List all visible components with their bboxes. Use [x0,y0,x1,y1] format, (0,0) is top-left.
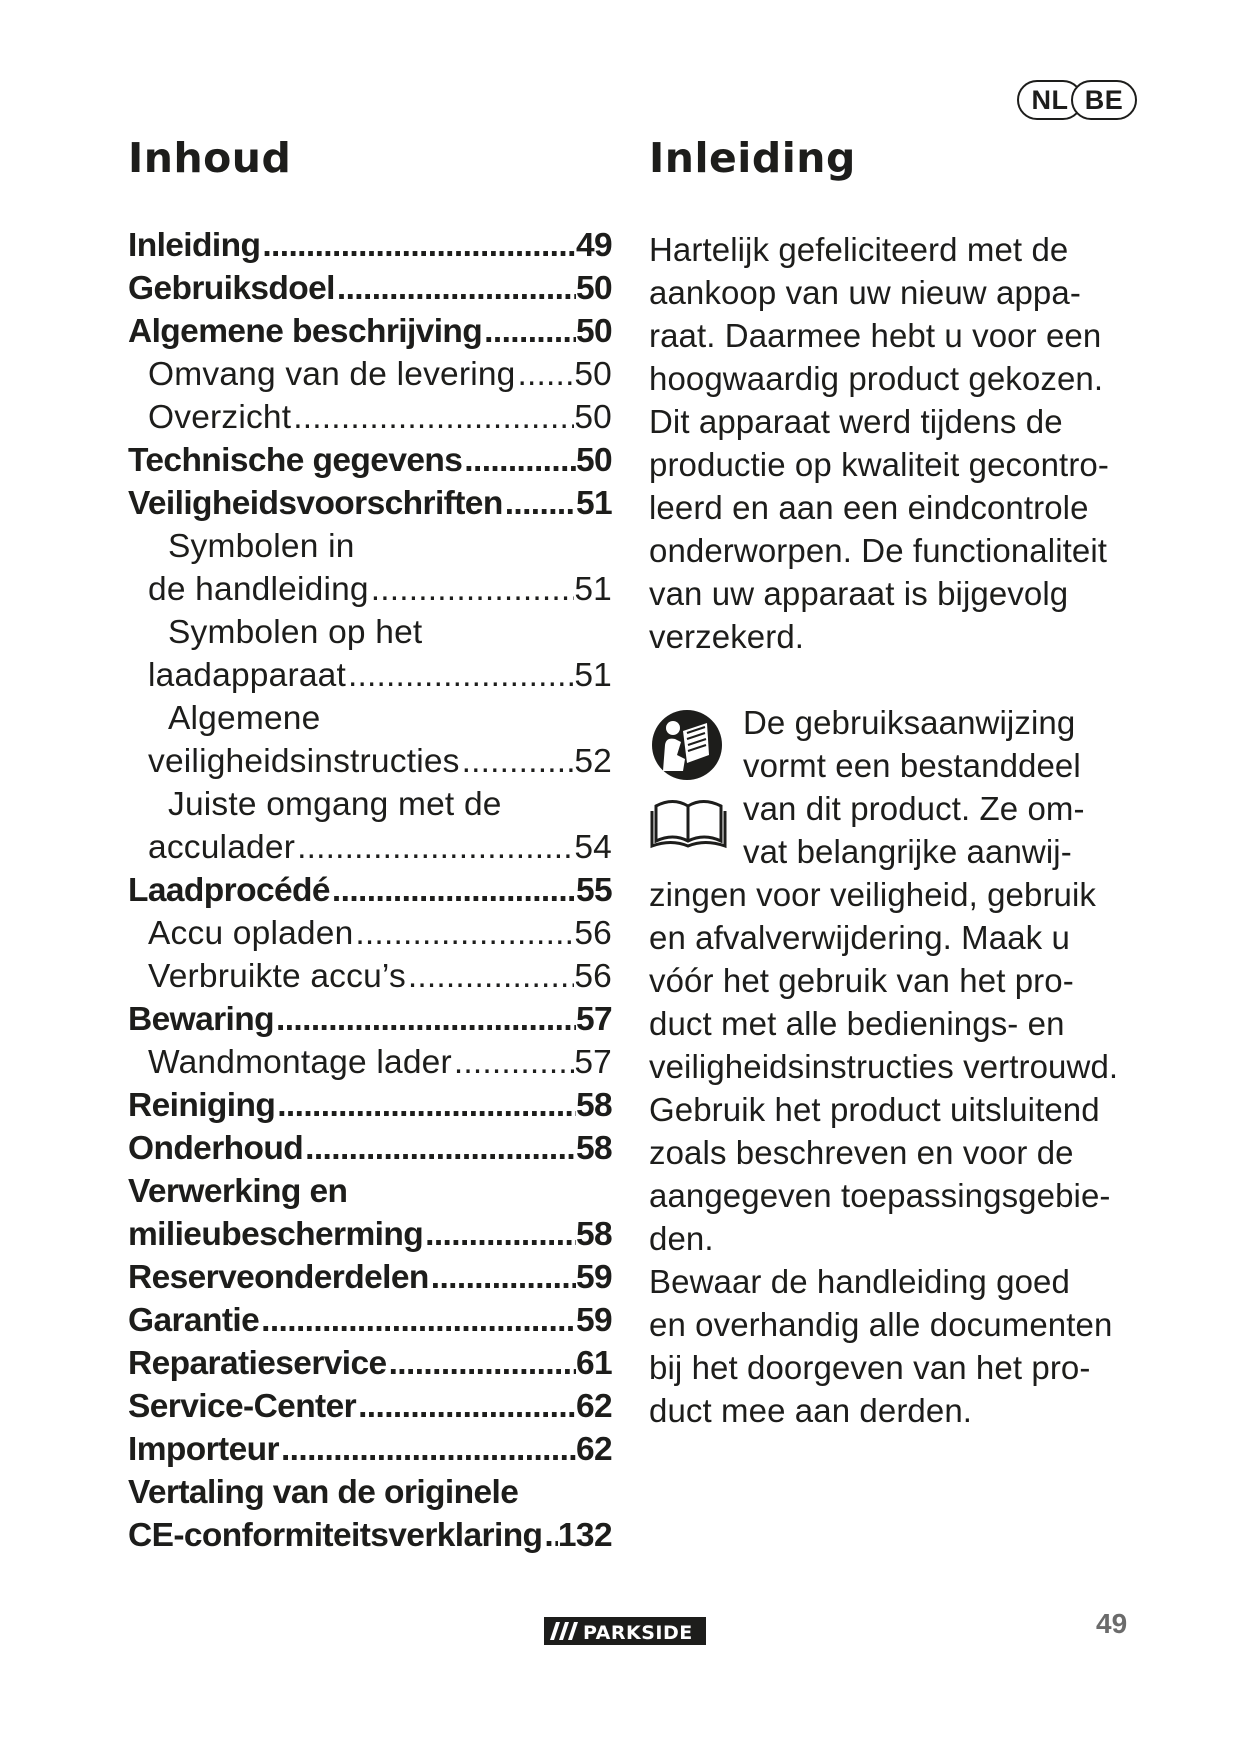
toc-entry-page: 61 [575,1345,612,1382]
text-line: zoals beschreven en voor de [649,1134,1074,1171]
page-number: 49 [1096,1608,1128,1639]
toc-dot-leader [356,1385,576,1428]
lang-be: BE [1071,80,1137,120]
lang-nl: NL [1017,80,1083,120]
toc-entry-lead: Algemene [168,700,321,737]
toc-dot-leader [503,482,576,525]
toc-entry-page: 50 [575,313,612,350]
toc-entry-lead: Juiste omgang met de [168,786,502,823]
text-line: aankoop van uw nieuw appa- [649,274,1081,311]
text-line: vóór het gebruik van het pro- [649,962,1074,999]
toc-entry [128,1127,612,1170]
toc-entry [128,955,612,998]
toc-entry-title: Overzicht [148,399,292,436]
toc-entry [128,353,612,396]
toc-dot-leader [460,740,575,783]
manual-notice [649,701,1139,873]
toc-dot-leader [516,353,575,396]
toc-entry-title: Verbruikte accu’s [148,958,406,995]
toc-dot-leader [429,1256,576,1299]
toc-dot-leader [542,1514,557,1557]
text-line: duct mee aan derden. [649,1392,973,1429]
toc-entry [128,1213,612,1256]
toc-entry [128,482,612,525]
text-line: zingen voor veiligheid, gebruik [649,876,1097,913]
toc-title: Inhoud [128,134,292,182]
toc-dot-leader [452,1041,574,1084]
text-line: Dit apparaat werd tijdens de [649,403,1063,440]
toc-entry-title: Service-Center [128,1388,357,1425]
toc-entry-title: Importeur [128,1431,279,1468]
toc-entry [128,1256,612,1299]
text-line: raat. Daarmee hebt u voor een [649,317,1102,354]
read-manual-symbol [649,709,731,849]
toc-entry-page: 59 [575,1302,612,1339]
text-line: De gebruiksaanwijzing [743,704,1076,741]
toc-entry [128,1514,612,1557]
toc-dot-leader [303,1127,576,1170]
text-line: productie op kwaliteit gecontro- [649,446,1109,483]
intro-paragraph-2 [649,873,1139,1432]
text-line: den. [649,1220,714,1257]
toc-entry-page: 132 [557,1517,612,1554]
toc-entry-lead: Symbolen op het [168,614,423,651]
text-line: onderworpen. De functionaliteit [649,532,1108,569]
toc-entry [128,1299,612,1342]
toc-entry-page: 55 [575,872,612,909]
toc-entry [128,1428,612,1471]
toc-entry-title: Omvang van de levering [148,356,516,393]
toc-entry-lead: Vertaling van de originele [128,1474,519,1511]
toc-entry [128,1342,612,1385]
toc-entry [128,267,612,310]
toc-entry [128,826,612,869]
toc-dot-leader [387,1342,576,1385]
intro-paragraph-1 [649,228,1139,658]
text-line: veiligheidsinstructies vertrouwd. [649,1048,1119,1085]
toc-entry-title: Onderhoud [128,1130,304,1167]
toc-dot-leader [406,955,574,998]
toc-entry [128,1084,612,1127]
toc-entry-title: Wandmontage lader [148,1044,452,1081]
toc-entry-title: Gebruiksdoel [128,270,335,307]
toc-entry [128,568,612,611]
toc-dot-leader [423,1213,576,1256]
toc-entry-page: 52 [574,743,612,780]
toc-entry-title: Reparatieservice [128,1345,387,1382]
toc-dot-leader [295,826,574,869]
toc-dot-leader [275,1084,576,1127]
toc-dot-leader [353,912,574,955]
text-line: van dit product. Ze om- [743,790,1085,827]
language-badge [1017,80,1137,120]
toc-dot-leader [279,1428,576,1471]
toc-entry-title: Bewaring [128,1001,274,1038]
toc-entry-title: milieubescherming [128,1216,424,1253]
toc-entry-page: 51 [574,657,612,694]
text-line: vormt een bestanddeel [743,747,1081,784]
toc-dot-leader [260,224,576,267]
text-line: verzekerd. [649,618,805,655]
toc-entry-title: laadapparaat [148,657,346,694]
toc-dot-leader [330,869,576,912]
toc-entry-title: acculader [148,829,296,866]
text-line: Bewaar de handleiding goed [649,1263,1070,1300]
toc-dot-leader [335,267,576,310]
toc-entry [128,310,612,353]
brand-text: PARKSIDE [583,1622,693,1644]
toc-dot-leader [291,396,574,439]
toc-entry-page: 62 [575,1388,612,1425]
toc-entry-title: Inleiding [128,227,261,264]
toc-entry-page: 50 [574,399,612,436]
toc-entry [128,224,612,267]
text-line: van uw apparaat is bijgevolg [649,575,1069,612]
toc-entry-title: Technische gegevens [128,442,463,479]
intro-section [649,228,1139,1432]
toc-entry-title: Algemene beschrijving [128,313,483,350]
toc-entry-title: Accu opladen [148,915,354,952]
toc-entry [128,654,612,697]
toc-entry-page: 54 [574,829,612,866]
toc-entry-page: 50 [575,442,612,479]
text-line: en overhandig alle documenten [649,1306,1113,1343]
text-line: vat belangrijke aanwij- [743,833,1072,870]
text-line: duct met alle bedienings- en [649,1005,1065,1042]
toc-entry-page: 50 [575,270,612,307]
text-line: aangegeven toepassingsgebie- [649,1177,1111,1214]
toc-entry-lead: Verwerking en [128,1173,348,1210]
toc-entry-page: 51 [575,485,612,522]
toc-entry-title: Veiligheidsvoorschriften [128,485,503,522]
toc-entry-page: 50 [574,356,612,393]
toc-entry-page: 58 [575,1130,612,1167]
manual-notice-text [743,701,1085,873]
toc-dot-leader [482,310,576,353]
text-line: Gebruik het product uitsluitend [649,1091,1100,1128]
table-of-contents [128,224,612,1557]
toc-entry-title: Garantie [128,1302,260,1339]
toc-dot-leader [274,998,576,1041]
toc-entry-title: Reserveonderdelen [128,1259,429,1296]
toc-entry [128,1385,612,1428]
toc-entry [128,439,612,482]
toc-dot-leader [462,439,576,482]
toc-entry [128,740,612,783]
read-manual-icon [649,701,743,873]
toc-entry-title: Reiniging [128,1087,276,1124]
toc-entry [128,912,612,955]
text-line: Hartelijk gefeliciteerd met de [649,231,1069,268]
toc-entry-title: Laadprocédé [128,872,330,909]
toc-entry [128,869,612,912]
intro-title: Inleiding [649,134,856,182]
toc-entry-title: CE-conformiteitsverklaring [128,1517,543,1554]
text-line: en afvalverwijdering. Maak u [649,919,1071,956]
parkside-logo [544,1617,706,1645]
toc-entry-page: 57 [575,1001,612,1038]
toc-entry-title: veiligheidsinstructies [148,743,460,780]
toc-dot-leader [346,654,574,697]
toc-entry [128,396,612,439]
toc-entry-title: de handleiding [148,571,369,608]
toc-entry-page: 51 [574,571,612,608]
text-line: bij het doorgeven van het pro- [649,1349,1091,1386]
toc-entry-page: 57 [574,1044,612,1081]
toc-entry [128,998,612,1041]
toc-entry-page: 56 [574,958,612,995]
toc-entry-page: 59 [575,1259,612,1296]
toc-entry-page: 58 [575,1087,612,1124]
text-line: hoogwaardig product gekozen. [649,360,1104,397]
toc-entry-page: 58 [575,1216,612,1253]
toc-entry [128,1041,612,1084]
toc-dot-leader [369,568,575,611]
toc-entry-page: 49 [575,227,612,264]
toc-entry-lead: Symbolen in [168,528,355,565]
toc-dot-leader [259,1299,576,1342]
text-line: leerd en aan een eindcontrole [649,489,1089,526]
toc-entry-page: 62 [575,1431,612,1468]
toc-entry-page: 56 [574,915,612,952]
